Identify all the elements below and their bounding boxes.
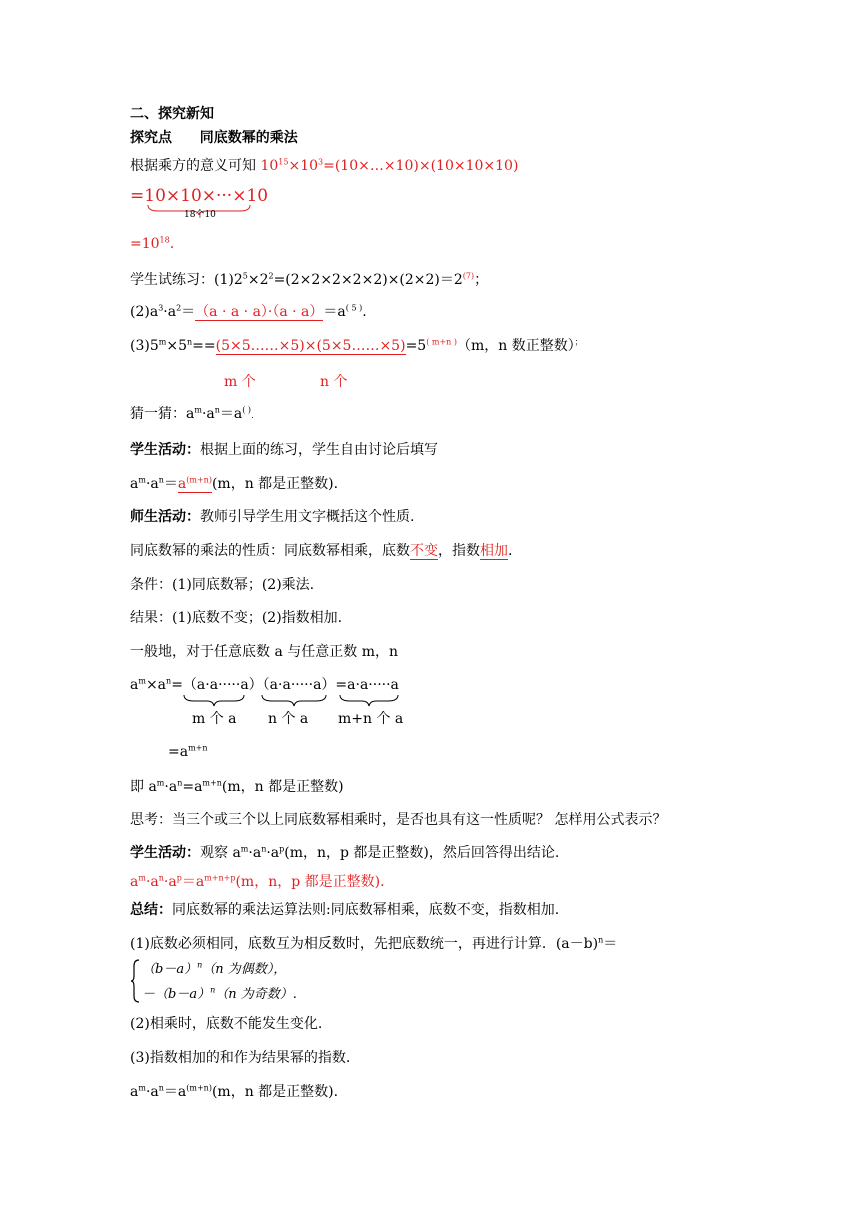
rule-3: (3)指数相加的和作为结果幂的指数. (130, 1050, 351, 1066)
ie-line: 即 $a^m\cdot a^n=a^{m+n}(m$，n 都是正整数) (130, 778, 344, 795)
practice-1: 学生试练习：$(1)2^5\times 2^2=(2\times 2\times 2\times 2\times 2)\times(2\times 2)=2^{(7)}$； (130, 271, 489, 288)
formula-label-2: n 个 a (268, 711, 309, 727)
formula-label-1: m 个 a (192, 711, 237, 727)
result-line: $=10^{18}$. (130, 235, 175, 252)
expansion-expr: 10×10×···×10 (144, 186, 269, 206)
final-formula: $a^m\cdot a^n=a^{(m+n)}(m$，n 都是正整数). (130, 1083, 339, 1100)
formula-result: $=a^{m+n}$ (168, 743, 208, 760)
case-even: $(b-a)^n(n$ 为偶数）， (142, 960, 287, 977)
activity-3: 学生活动：观察 $a^m\cdot a^n\cdot a^p(m$，n，p 都是正整数)，然后回答得出结论. (130, 844, 560, 861)
fill-1: $a^m\cdot a^n=a^{(m+n)}(m$，n 都是正整数). (130, 475, 339, 492)
section-title: 二、探究新知 (130, 106, 214, 122)
rule-2: (2)相乘时，底数不能发生变化. (130, 1016, 323, 1032)
explore-point-label: 探究点 (130, 130, 172, 146)
explore-point-title: 同底数幂的乘法 (199, 130, 298, 146)
intro-line (130, 156, 518, 176)
result-rule-line: 结果：(1)底数不变；(2)指数相加. (130, 610, 343, 626)
rule-1: (1)底数必须相同，底数互为相反数时，先把底数统一，再进行计算．$(a-b)^n=$ (130, 935, 618, 952)
general-line: 一般地，对于任意底数 a 与任意正数 m，n (130, 644, 398, 660)
explore-point (130, 128, 298, 148)
condition-line: 条件：(1)同底数幂；(2)乘法. (130, 577, 315, 593)
activity-2: 师生活动：教师引导学生用文字概括这个性质. (130, 509, 415, 525)
p3-label-n: n 个 (320, 374, 348, 390)
formula-line: $a^m\times a^n=(a\cdot a\cdot\cdot\cdot\cdot\cdot a)(a\cdot a\cdot\cdot\cdot\cdot\cdot a)=a\cdot a\cdot\cdot\cdot\cdot\cdot a$ (130, 676, 399, 693)
expansion-eq: = (130, 186, 145, 206)
activity-1: 学生活动：根据上面的练习，学生自由讨论后填写 (130, 442, 438, 458)
case-odd: $-(b-a)^n(n$ 为奇数）. (142, 985, 297, 1002)
summary-line: 总结：同底数幂的乘法运算法则:同底数幂相乘，底数不变，指数相加. (130, 902, 560, 918)
formula-label-3: m+n 个 a (338, 711, 404, 727)
red-formula: $a^m\cdot a^n\cdot a^p=a^{m+n+p}(m$，n，p 都是正整数). (130, 873, 385, 890)
think-line: 思考：当三个或三个以上同底数幂相乘时，是否也具有这一性质呢？ 怎样用公式表示？ (130, 812, 667, 828)
cases-brace (130, 958, 140, 1004)
practice-3: $(3)5^m\times 5^n==(5\times 5\dots\dots\times 5)\times(5\times 5\dots\dots\times 5)=5^{( m+n )}(m$，n 数正整数）； (130, 337, 583, 354)
brace-label-18: 18个10 (184, 210, 216, 220)
practice-2: $(2)a^3\cdot a^2=(a \cdot a \cdot a)\cdot(a \cdot a)=a^{( 5 )}$. (130, 303, 367, 320)
formula-braces (182, 693, 422, 707)
intro-prefix: 根据乘方的意义可知 (130, 158, 261, 174)
guess-line: 猜一猜：$a^m\cdot a^n=a^{( )}$. (130, 405, 254, 422)
intro-red: $10^{15}\times 10^3=(10\times\dots\times 10)\times(10\times 10\times 10)$ (260, 157, 519, 174)
property-line: 同底数幂的乘法的性质：同底数幂相乘，底数不变，指数相加. (130, 543, 513, 559)
p3-label-m: m 个 (224, 374, 256, 390)
